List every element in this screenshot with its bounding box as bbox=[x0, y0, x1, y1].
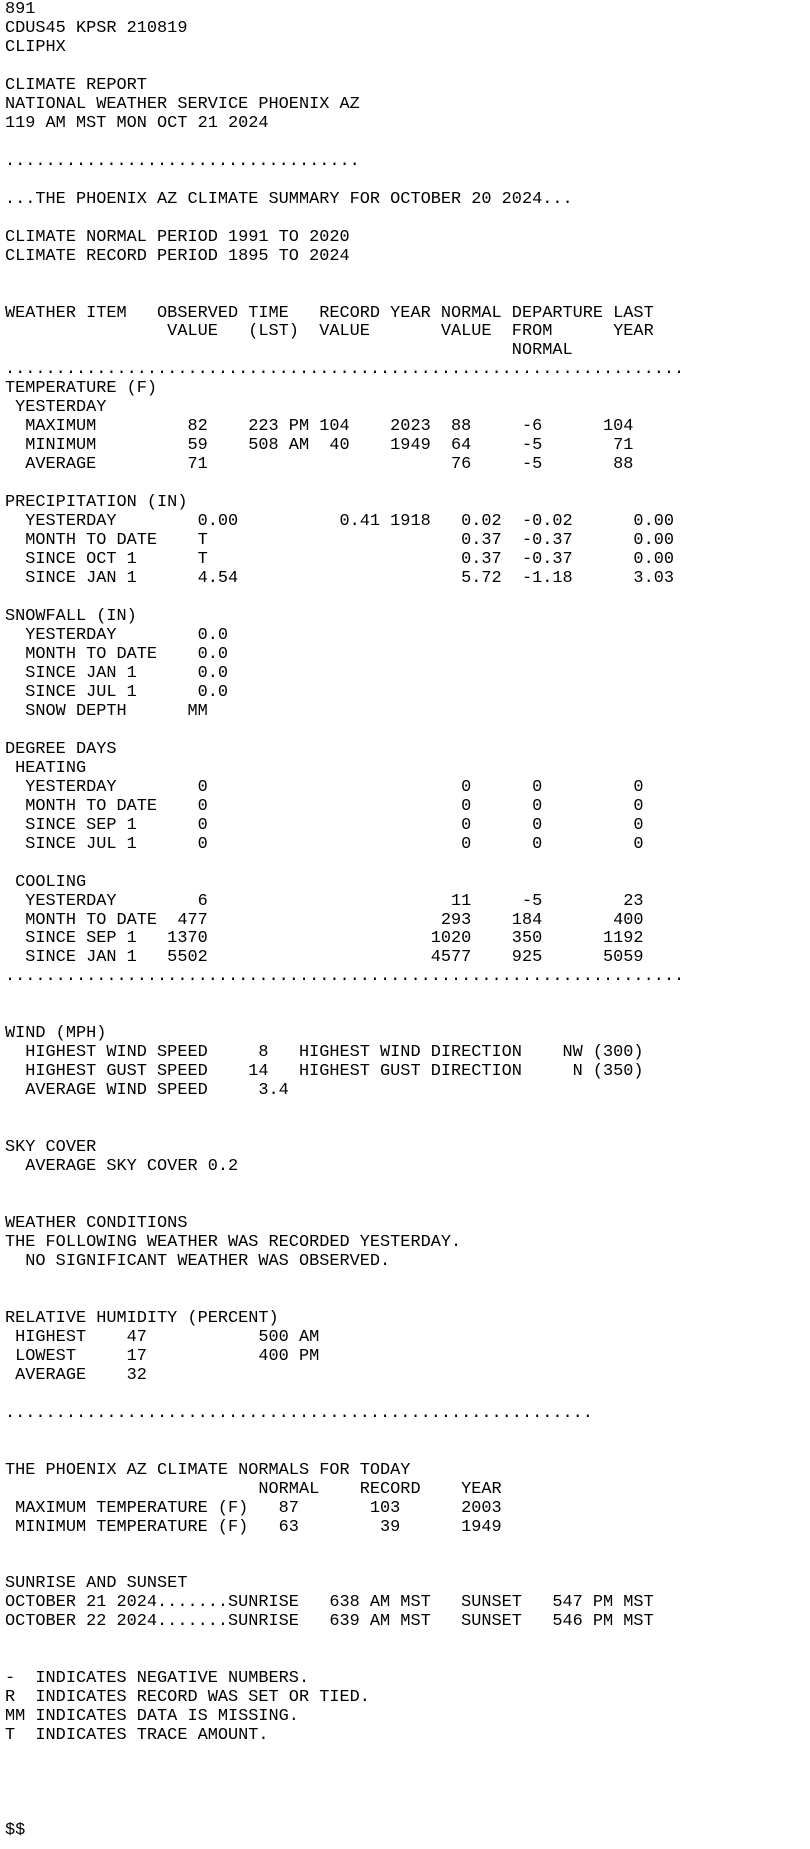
report-line: MINIMUM 59 508 AM 40 1949 64 -5 71 bbox=[5, 436, 634, 456]
report-line: SINCE JUL 1 0 0 0 0 bbox=[5, 834, 644, 854]
report-line: ................................................................... bbox=[5, 360, 685, 380]
report-line: T INDICATES TRACE AMOUNT. bbox=[5, 1726, 269, 1746]
report-line: COOLING bbox=[5, 872, 87, 892]
report-line bbox=[5, 1764, 810, 1783]
report-line: SINCE OCT 1 T 0.37 -0.37 0.00 bbox=[5, 550, 674, 570]
report-line: SINCE JAN 1 4.54 5.72 -1.18 3.03 bbox=[5, 569, 674, 589]
report-line: MONTH TO DATE 0.0 bbox=[5, 644, 228, 664]
report-line: HEATING bbox=[5, 758, 87, 778]
report-line: MAXIMUM 82 223 PM 104 2023 88 -6 104 bbox=[5, 417, 634, 437]
report-line: SINCE JUL 1 0.0 bbox=[5, 682, 228, 702]
report-line: 891 bbox=[5, 0, 36, 19]
report-line bbox=[5, 1100, 810, 1119]
report-line: HIGHEST WIND SPEED 8 HIGHEST WIND DIRECTION NW (300) bbox=[5, 1043, 644, 1063]
report-line: HIGHEST GUST SPEED 14 HIGHEST GUST DIRECTION N (350) bbox=[5, 1062, 644, 1082]
report-line bbox=[5, 209, 810, 228]
report-line: .......................................................... bbox=[5, 1403, 593, 1423]
report-line: CLIMATE NORMAL PERIOD 1991 TO 2020 bbox=[5, 227, 350, 247]
report-line: THE PHOENIX AZ CLIMATE NORMALS FOR TODAY bbox=[5, 1460, 411, 1480]
report-line bbox=[5, 1005, 810, 1024]
report-line: SUNRISE AND SUNSET bbox=[5, 1574, 188, 1594]
report-line bbox=[5, 1290, 810, 1309]
report-line bbox=[5, 1536, 810, 1555]
report-line: AVERAGE 71 76 -5 88 bbox=[5, 455, 634, 475]
report-line: ...THE PHOENIX AZ CLIMATE SUMMARY FOR OCTOBER 20 2024... bbox=[5, 189, 573, 209]
report-line: CLIPHX bbox=[5, 37, 66, 57]
report-line bbox=[5, 1650, 810, 1669]
report-line: WEATHER ITEM OBSERVED TIME RECORD YEAR NORMAL DEPARTURE LAST bbox=[5, 303, 654, 323]
report-line bbox=[5, 1176, 810, 1195]
report-line bbox=[5, 1631, 810, 1650]
report-line: MAXIMUM TEMPERATURE (F) 87 103 2003 bbox=[5, 1498, 502, 1518]
report-line bbox=[5, 1119, 810, 1138]
report-line: YESTERDAY 0.0 bbox=[5, 625, 228, 645]
report-line: DEGREE DAYS bbox=[5, 739, 117, 759]
report-line bbox=[5, 986, 810, 1005]
report-line bbox=[5, 1555, 810, 1574]
report-line bbox=[5, 1442, 810, 1461]
report-line: SNOW DEPTH MM bbox=[5, 701, 208, 721]
report-line: CLIMATE REPORT bbox=[5, 75, 147, 95]
report-line bbox=[5, 1802, 810, 1821]
report-line: THE FOLLOWING WEATHER WAS RECORDED YESTERDAY. bbox=[5, 1232, 462, 1252]
report-line: $$ bbox=[5, 1821, 26, 1840]
report-line bbox=[5, 285, 810, 304]
report-line: OCTOBER 22 2024.......SUNRISE 639 AM MST SUNSET 546 PM MST bbox=[5, 1612, 654, 1632]
report-line: VALUE (LST) VALUE VALUE FROM YEAR bbox=[5, 322, 654, 342]
report-line: YESTERDAY 0 0 0 0 bbox=[5, 777, 644, 797]
report-line bbox=[5, 1745, 810, 1764]
report-line bbox=[5, 133, 810, 152]
report-line: NORMAL RECORD YEAR bbox=[5, 1479, 502, 1499]
report-line: MONTH TO DATE 477 293 184 400 bbox=[5, 910, 644, 930]
report-line: SINCE JAN 1 0.0 bbox=[5, 663, 228, 683]
report-line: SINCE SEP 1 0 0 0 0 bbox=[5, 815, 644, 835]
report-line bbox=[5, 721, 810, 740]
report-line: TEMPERATURE (F) bbox=[5, 379, 158, 399]
report-line: YESTERDAY bbox=[5, 398, 107, 418]
report-line: WIND (MPH) bbox=[5, 1024, 107, 1044]
report-line: AVERAGE SKY COVER 0.2 bbox=[5, 1157, 239, 1177]
report-line bbox=[5, 1385, 810, 1404]
report-line: ................................... bbox=[5, 151, 360, 171]
report-line: SINCE JAN 1 5502 4577 925 5059 bbox=[5, 948, 644, 968]
report-line: RELATIVE HUMIDITY (PERCENT) bbox=[5, 1308, 279, 1328]
report-line: NORMAL bbox=[5, 341, 573, 361]
report-line: CLIMATE RECORD PERIOD 1895 TO 2024 bbox=[5, 246, 350, 266]
report-line: SKY COVER bbox=[5, 1138, 97, 1158]
report-line: MONTH TO DATE T 0.37 -0.37 0.00 bbox=[5, 531, 674, 551]
report-line: OCTOBER 21 2024.......SUNRISE 638 AM MST SUNSET 547 PM MST bbox=[5, 1593, 654, 1613]
report-line: R INDICATES RECORD WAS SET OR TIED. bbox=[5, 1688, 370, 1708]
report-line: MM INDICATES DATA IS MISSING. bbox=[5, 1707, 299, 1727]
report-line: CDUS45 KPSR 210819 bbox=[5, 18, 188, 38]
report-line bbox=[5, 474, 810, 493]
report-line: MINIMUM TEMPERATURE (F) 63 39 1949 bbox=[5, 1517, 502, 1537]
report-line bbox=[5, 57, 810, 76]
report-line: - INDICATES NEGATIVE NUMBERS. bbox=[5, 1669, 310, 1689]
report-line bbox=[5, 1423, 810, 1442]
report-line: AVERAGE WIND SPEED 3.4 bbox=[5, 1081, 289, 1101]
report-line: NO SIGNIFICANT WEATHER WAS OBSERVED. bbox=[5, 1251, 391, 1271]
report-line bbox=[5, 266, 810, 285]
report-line: ................................................................... bbox=[5, 967, 685, 987]
report-line: PRECIPITATION (IN) bbox=[5, 493, 188, 513]
report-line: SNOWFALL (IN) bbox=[5, 607, 137, 626]
report-line: SINCE SEP 1 1370 1020 350 1192 bbox=[5, 929, 644, 949]
report-line: 119 AM MST MON OCT 21 2024 bbox=[5, 113, 269, 133]
report-line bbox=[5, 854, 810, 873]
report-line: MONTH TO DATE 0 0 0 0 bbox=[5, 796, 644, 816]
report-line bbox=[5, 171, 810, 190]
report-line bbox=[5, 588, 810, 607]
report-line: LOWEST 17 400 PM bbox=[5, 1346, 320, 1366]
report-line: HIGHEST 47 500 AM bbox=[5, 1327, 320, 1347]
report-line: YESTERDAY 0.00 0.41 1918 0.02 -0.02 0.00 bbox=[5, 512, 674, 532]
report-line: YESTERDAY 6 11 -5 23 bbox=[5, 891, 644, 911]
report-line bbox=[5, 1195, 810, 1214]
report-line: NATIONAL WEATHER SERVICE PHOENIX AZ bbox=[5, 94, 360, 114]
report-line bbox=[5, 1783, 810, 1802]
report-line: WEATHER CONDITIONS bbox=[5, 1214, 188, 1233]
report-line: AVERAGE 32 bbox=[5, 1365, 147, 1385]
report-line bbox=[5, 1271, 810, 1290]
